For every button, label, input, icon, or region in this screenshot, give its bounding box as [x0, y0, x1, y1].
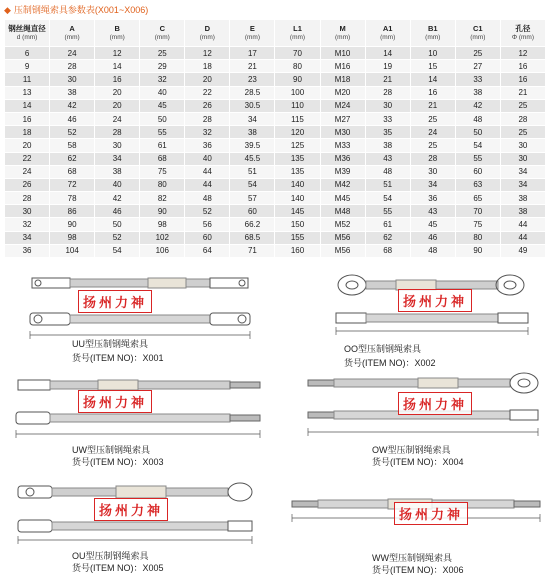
table-cell: 42	[50, 99, 95, 112]
table-cell: 75	[455, 218, 500, 231]
table-cell: 38	[500, 192, 545, 205]
table-cell: 40	[185, 152, 230, 165]
table-cell: M27	[320, 112, 365, 125]
table-cell: 43	[365, 152, 410, 165]
table-cell: M18	[320, 73, 365, 86]
table-cell: 20	[5, 139, 50, 152]
table-cell: 14	[365, 47, 410, 60]
table-cell: 30	[410, 165, 455, 178]
table-cell: 135	[275, 152, 320, 165]
table-cell: M48	[320, 205, 365, 218]
table-row	[5, 73, 546, 86]
table-cell: 50	[455, 126, 500, 139]
table-cell: 38	[95, 165, 140, 178]
table-cell: 28	[5, 192, 50, 205]
table-cell: 21	[410, 99, 455, 112]
table-cell: 20	[95, 99, 140, 112]
column-header-label: M	[339, 24, 346, 33]
table-cell: 104	[50, 244, 95, 257]
table-cell: 36	[185, 139, 230, 152]
table-cell: 34	[500, 178, 545, 191]
table-cell: 17	[230, 47, 275, 60]
table-cell: 19	[365, 60, 410, 73]
table-row	[5, 152, 546, 165]
table-cell: 27	[455, 60, 500, 73]
table-cell: 98	[50, 231, 95, 244]
column-header	[230, 20, 275, 47]
table-cell: 54	[95, 244, 140, 257]
item-no-x004: 货号(ITEM NO)：X004	[372, 457, 464, 467]
table-cell: 18	[5, 126, 50, 139]
table-cell: 56	[185, 218, 230, 231]
table-row	[5, 60, 546, 73]
table-row	[5, 192, 546, 205]
table-cell: 13	[5, 86, 50, 99]
table-cell: 80	[455, 231, 500, 244]
table-cell: 62	[50, 152, 95, 165]
table-cell: 15	[410, 60, 455, 73]
table-cell: 32	[5, 218, 50, 231]
table-cell: 75	[140, 165, 185, 178]
table-header-row	[5, 20, 546, 47]
item-type-name: UU型压制钢绳索具	[72, 339, 148, 349]
item-no-x003: 货号(ITEM NO)：X003	[72, 457, 164, 467]
table-cell: 28	[50, 60, 95, 73]
table-cell: 21	[365, 73, 410, 86]
table-cell: 28	[185, 112, 230, 125]
column-header	[95, 20, 140, 47]
table-cell: 140	[275, 178, 320, 191]
table-cell: 10	[410, 47, 455, 60]
table-cell: 44	[500, 218, 545, 231]
table-cell: 68.5	[230, 231, 275, 244]
table-cell: 9	[5, 60, 50, 73]
table-row	[5, 126, 546, 139]
table-cell: M56	[320, 231, 365, 244]
table-cell: 54	[230, 178, 275, 191]
column-header	[5, 20, 50, 47]
table-cell: 18	[185, 60, 230, 73]
table-cell: 38	[230, 126, 275, 139]
table-cell: 30	[50, 73, 95, 86]
table-cell: 45	[410, 218, 455, 231]
table-cell: 28.5	[230, 86, 275, 99]
table-row	[5, 244, 546, 257]
table-cell: 30.5	[230, 99, 275, 112]
table-cell: 78	[50, 192, 95, 205]
column-header-label: D	[204, 24, 211, 33]
table-cell: 52	[185, 205, 230, 218]
table-cell: 54	[455, 139, 500, 152]
table-cell: 80	[275, 60, 320, 73]
table-cell: 16	[410, 86, 455, 99]
column-header-unit: (mm)	[199, 34, 215, 41]
table-cell: 42	[455, 99, 500, 112]
item-no-x002: 货号(ITEM NO)：X002	[344, 358, 436, 368]
table-cell: 54	[365, 192, 410, 205]
table-body	[5, 47, 546, 258]
table-cell: 60	[230, 205, 275, 218]
table-title-text: 压制钢绳索具参数表(X001~X006)	[13, 5, 149, 15]
table-cell: 61	[140, 139, 185, 152]
table-cell: 38	[500, 205, 545, 218]
watermark-stamp: 扬州力神	[78, 290, 152, 313]
table-row	[5, 47, 546, 60]
table-cell: 36	[410, 192, 455, 205]
column-header-unit: (mm)	[470, 34, 486, 41]
item-no-x006: 货号(ITEM NO)：X006	[372, 565, 464, 575]
table-cell: 100	[275, 86, 320, 99]
table-cell: 125	[275, 139, 320, 152]
column-header	[185, 20, 230, 47]
item-type-name: OU型压制钢绳索具	[72, 551, 149, 561]
table-cell: 102	[140, 231, 185, 244]
table-cell: 46	[95, 205, 140, 218]
table-cell: 36	[5, 244, 50, 257]
table-cell: 49	[500, 244, 545, 257]
table-cell: 24	[410, 126, 455, 139]
table-cell: 110	[275, 99, 320, 112]
table-cell: 14	[95, 60, 140, 73]
table-cell: 55	[365, 205, 410, 218]
table-cell: 25	[410, 112, 455, 125]
table-cell: 52	[95, 231, 140, 244]
table-cell: 70	[275, 47, 320, 60]
table-cell: 38	[365, 139, 410, 152]
table-cell: 48	[365, 165, 410, 178]
table-cell: 32	[185, 126, 230, 139]
table-cell: 34	[5, 231, 50, 244]
column-header	[455, 20, 500, 47]
table-row	[5, 139, 546, 152]
item-no-x001: 货号(ITEM NO)：X001	[72, 353, 164, 363]
watermark-stamp: 扬州力神	[78, 390, 152, 413]
table-cell: 34	[500, 165, 545, 178]
table-cell: 16	[500, 60, 545, 73]
table-cell: 35	[365, 126, 410, 139]
table-cell: 22	[5, 152, 50, 165]
table-cell: 45.5	[230, 152, 275, 165]
column-header-unit: (mm)	[154, 34, 170, 41]
table-cell: 25	[455, 47, 500, 60]
column-header	[320, 20, 365, 47]
table-cell: 25	[410, 139, 455, 152]
item-type-name: OW型压制钢绳索具	[372, 445, 451, 455]
table-cell: 63	[455, 178, 500, 191]
table-cell: 90	[140, 205, 185, 218]
table-cell: 48	[455, 112, 500, 125]
table-cell: 82	[140, 192, 185, 205]
diagram-ou	[8, 474, 280, 572]
table-cell: 14	[5, 99, 50, 112]
table-cell: 11	[5, 73, 50, 86]
table-cell: 71	[230, 244, 275, 257]
diagram-uu	[8, 257, 280, 355]
table-cell: 64	[185, 244, 230, 257]
column-header-label: E	[249, 24, 255, 33]
table-cell: 14	[410, 73, 455, 86]
table-cell: 38	[50, 86, 95, 99]
table-cell: M56	[320, 244, 365, 257]
spec-table	[4, 19, 546, 258]
table-cell: 25	[140, 47, 185, 60]
table-cell: 43	[410, 205, 455, 218]
table-cell: 46	[410, 231, 455, 244]
table-cell: M30	[320, 126, 365, 139]
table-cell: 52	[50, 126, 95, 139]
item-no-x005: 货号(ITEM NO)：X005	[72, 563, 164, 573]
diagram-ow	[278, 366, 550, 464]
table-cell: M45	[320, 192, 365, 205]
table-cell: 155	[275, 231, 320, 244]
table-cell: 30	[500, 152, 545, 165]
table-cell: M52	[320, 218, 365, 231]
table-cell: 60	[455, 165, 500, 178]
column-header-unit: d (mm)	[16, 34, 38, 41]
column-header	[365, 20, 410, 47]
table-cell: 86	[50, 205, 95, 218]
table-cell: 57	[230, 192, 275, 205]
diagram-oo	[278, 257, 550, 355]
table-cell: 33	[455, 73, 500, 86]
table-cell: 140	[275, 192, 320, 205]
table-cell: 70	[455, 205, 500, 218]
column-header	[140, 20, 185, 47]
table-row	[5, 165, 546, 178]
column-header-label: A	[69, 24, 75, 33]
table-cell: 66.2	[230, 218, 275, 231]
column-header-unit: Φ (mm)	[511, 34, 534, 41]
table-cell: 21	[500, 86, 545, 99]
table-cell: 39.5	[230, 139, 275, 152]
table-cell: 65	[455, 192, 500, 205]
column-header	[275, 20, 320, 47]
table-cell: 32	[140, 73, 185, 86]
table-cell: 90	[50, 218, 95, 231]
table-cell: 51	[230, 165, 275, 178]
table-cell: 115	[275, 112, 320, 125]
table-row	[5, 205, 546, 218]
table-cell: 68	[140, 152, 185, 165]
watermark-stamp: 扬州力神	[398, 289, 472, 312]
column-header-unit: (mm)	[64, 34, 80, 41]
table-cell: 98	[140, 218, 185, 231]
watermark-stamp: 扬州力神	[394, 502, 468, 525]
table-cell: 23	[230, 73, 275, 86]
table-cell: 28	[365, 86, 410, 99]
column-header-unit: (mm)	[109, 34, 125, 41]
column-header-label: L1	[293, 24, 302, 33]
table-cell: 45	[140, 99, 185, 112]
table-cell: 22	[185, 86, 230, 99]
table-cell: 30	[95, 139, 140, 152]
table-cell: 135	[275, 165, 320, 178]
column-header-label: B1	[427, 24, 438, 33]
table-cell: M36	[320, 152, 365, 165]
table-cell: 40	[140, 86, 185, 99]
table-cell: 150	[275, 218, 320, 231]
table-cell: 26	[5, 178, 50, 191]
bullet-icon: ◆	[4, 5, 11, 15]
table-cell: M20	[320, 86, 365, 99]
table-cell: 33	[365, 112, 410, 125]
table-cell: 25	[500, 126, 545, 139]
table-cell: 44	[185, 165, 230, 178]
column-header-unit: (mm)	[380, 34, 396, 41]
table-cell: 160	[275, 244, 320, 257]
column-header-unit: (mm)	[289, 34, 306, 41]
table-cell: 72	[50, 178, 95, 191]
table-cell: 12	[185, 47, 230, 60]
table-row	[5, 218, 546, 231]
column-header-unit: (mm)	[244, 34, 261, 41]
column-header-label: C1	[473, 24, 483, 33]
table-cell: 120	[275, 126, 320, 139]
table-row	[5, 112, 546, 125]
table-cell: 90	[275, 73, 320, 86]
table-cell: 16	[95, 73, 140, 86]
table-cell: 44	[185, 178, 230, 191]
watermark-stamp: 扬州力神	[398, 392, 472, 415]
table-cell: 48	[185, 192, 230, 205]
table-cell: 55	[455, 152, 500, 165]
table-cell: M33	[320, 139, 365, 152]
column-header-label: C	[159, 24, 165, 33]
table-row	[5, 178, 546, 191]
table-cell: 68	[50, 165, 95, 178]
column-header	[410, 20, 455, 47]
table-cell: 106	[140, 244, 185, 257]
table-row	[5, 231, 546, 244]
table-cell: 80	[140, 178, 185, 191]
table-cell: 29	[140, 60, 185, 73]
table-cell: 12	[500, 47, 545, 60]
table-cell: 42	[95, 192, 140, 205]
watermark-stamp: 扬州力神	[94, 498, 168, 521]
table-row	[5, 86, 546, 99]
table-cell: 51	[365, 178, 410, 191]
item-type-name: UW型压制钢绳索具	[72, 445, 150, 455]
table-cell: 68	[365, 244, 410, 257]
table-cell: 40	[95, 178, 140, 191]
table-cell: 62	[365, 231, 410, 244]
table-cell: 12	[95, 47, 140, 60]
table-cell: 25	[500, 99, 545, 112]
table-cell: 30	[365, 99, 410, 112]
table-cell: 28	[500, 112, 545, 125]
table-cell: M24	[320, 99, 365, 112]
item-type-name: WW型压制钢绳索具	[372, 553, 452, 563]
column-header-label: 孔径	[515, 24, 531, 33]
diagram-ww	[278, 474, 550, 572]
table-cell: 28	[95, 126, 140, 139]
table-cell: 30	[5, 205, 50, 218]
table-cell: 34	[410, 178, 455, 191]
table-cell: 61	[365, 218, 410, 231]
table-cell: 44	[500, 231, 545, 244]
table-cell: 26	[185, 99, 230, 112]
table-cell: 38	[455, 86, 500, 99]
table-cell: M42	[320, 178, 365, 191]
column-header	[500, 20, 545, 47]
table-cell: 24	[95, 112, 140, 125]
table-cell: 34	[95, 152, 140, 165]
table-cell: 60	[185, 231, 230, 244]
table-cell: 16	[5, 112, 50, 125]
column-header-unit: (mm)	[425, 34, 441, 41]
column-header-label: B	[114, 24, 120, 33]
table-cell: M16	[320, 60, 365, 73]
table-cell: 6	[5, 47, 50, 60]
table-cell: 21	[230, 60, 275, 73]
column-header	[50, 20, 95, 47]
table-cell: 145	[275, 205, 320, 218]
table-cell: 20	[95, 86, 140, 99]
table-cell: 24	[5, 165, 50, 178]
table-cell: 34	[230, 112, 275, 125]
table-title	[4, 3, 148, 16]
column-header-unit: (mm)	[335, 34, 351, 41]
table-cell: M10	[320, 47, 365, 60]
table-cell: 48	[410, 244, 455, 257]
table-row	[5, 99, 546, 112]
table-cell: 30	[500, 139, 545, 152]
table-cell: 24	[50, 47, 95, 60]
table-cell: 55	[140, 126, 185, 139]
table-cell: M39	[320, 165, 365, 178]
table-cell: 16	[500, 73, 545, 86]
table-cell: 90	[455, 244, 500, 257]
table-cell: 58	[50, 139, 95, 152]
table-cell: 20	[185, 73, 230, 86]
table-cell: 28	[410, 152, 455, 165]
column-header-label: A1	[382, 24, 393, 33]
table-cell: 50	[95, 218, 140, 231]
table-cell: 50	[140, 112, 185, 125]
column-header-label: 钢丝绳直径	[8, 24, 46, 33]
table-cell: 46	[50, 112, 95, 125]
item-type-name: OO型压制钢绳索具	[344, 344, 422, 354]
